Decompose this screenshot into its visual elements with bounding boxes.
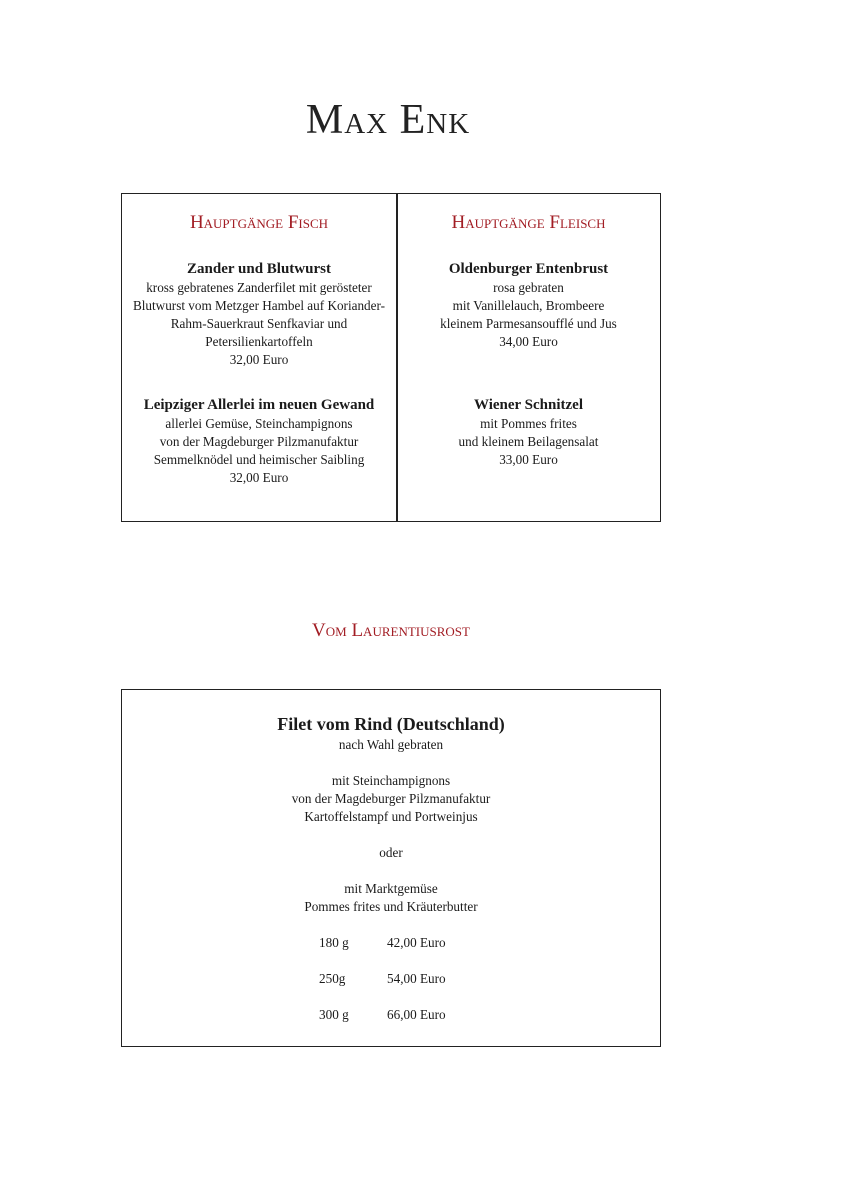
main-courses-box: [121, 193, 661, 522]
filet-subtitle: nach Wahl gebraten: [338, 737, 444, 752]
dish-price: 32,00 Euro: [229, 352, 289, 367]
side-option-line: von der Magdeburger Pilzmanufaktur: [291, 791, 491, 806]
dish-leipziger-allerlei: [122, 395, 396, 487]
portion-weight: 300 g: [319, 1007, 349, 1022]
grill-box: [121, 689, 661, 1047]
dish-wiener-schnitzel: [397, 395, 660, 469]
side-option-line: mit Steinchampignons: [331, 773, 451, 788]
dish-description: allerlei Gemüse, Steinchampignons: [165, 416, 353, 431]
dish-price: 32,00 Euro: [229, 470, 289, 485]
side-option-line: Kartoffelstampf und Portweinjus: [304, 809, 478, 824]
dish-price: 33,00 Euro: [499, 452, 558, 467]
dish-description: kleinem Parmesansoufflé und Jus: [440, 316, 617, 331]
or-separator: oder: [379, 845, 403, 860]
portion-weight: 250g: [319, 971, 346, 986]
dish-title: Zander und Blutwurst: [187, 261, 331, 277]
dish-title: Wiener Schnitzel: [473, 397, 584, 413]
filet-title: Filet vom Rind (Deutschland): [277, 714, 505, 734]
dish-description: von der Magdeburger Pilzmanufaktur: [159, 434, 359, 449]
dish-title: Leipziger Allerlei im neuen Gewand: [143, 397, 375, 413]
dish-description: rosa gebraten: [493, 280, 564, 295]
dish-zander: [122, 259, 396, 369]
grill-section-heading: Vom Laurentiusrost: [312, 620, 470, 641]
dish-description: und kleinem Beilagensalat: [458, 434, 599, 449]
price-row: [122, 934, 660, 952]
dish-description: Rahm-Sauerkraut Senfkaviar und: [170, 316, 348, 331]
portion-price: 54,00 Euro: [387, 971, 446, 986]
brand-logo: Max Enk: [305, 97, 471, 143]
dish-description: Semmelknödel und heimischer Saibling: [153, 452, 365, 467]
dish-entenbrust: [397, 259, 660, 351]
dish-price: 34,00 Euro: [499, 334, 558, 349]
dish-title: Oldenburger Entenbrust: [448, 261, 609, 277]
dish-description: mit Pommes frites: [480, 416, 577, 431]
portion-price: 66,00 Euro: [387, 1007, 446, 1022]
side-option-line: mit Marktgemüse: [344, 881, 438, 896]
dish-description: Blutwurst vom Metzger Hambel auf Koriander-: [132, 298, 386, 313]
portion-weight: 180 g: [319, 935, 349, 950]
side-option-line: Pommes frites und Kräuterbutter: [304, 899, 478, 914]
dish-description: Petersilienkartoffeln: [205, 334, 313, 349]
dish-description: kross gebratenes Zanderfilet mit gerösteter: [146, 280, 372, 295]
portion-price: 42,00 Euro: [387, 935, 446, 950]
meat-heading: Hauptgänge Fleisch: [451, 212, 606, 233]
dish-description: mit Vanillelauch, Brombeere: [452, 298, 605, 313]
fish-column: [122, 194, 396, 487]
meat-column: [397, 194, 660, 469]
price-row: [122, 970, 660, 988]
fish-heading: Hauptgänge Fisch: [189, 212, 329, 233]
price-row: [122, 1006, 660, 1024]
